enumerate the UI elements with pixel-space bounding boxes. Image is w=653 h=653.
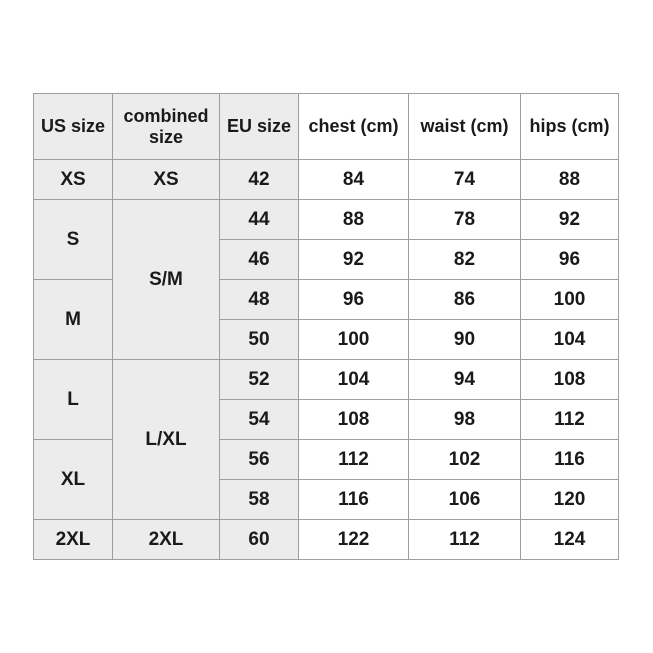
waist-cell: 112 bbox=[409, 520, 521, 560]
size-conversion-table bbox=[33, 93, 619, 560]
hips-cell: 92 bbox=[521, 200, 619, 240]
eu-size-cell: 48 bbox=[220, 280, 299, 320]
eu-size-cell: 56 bbox=[220, 440, 299, 480]
header-us-size: US size bbox=[34, 94, 113, 160]
us-size-cell: XL bbox=[34, 440, 113, 520]
combined-size-cell: S/M bbox=[113, 200, 220, 360]
hips-cell: 96 bbox=[521, 240, 619, 280]
chest-cell: 92 bbox=[299, 240, 409, 280]
chest-cell: 104 bbox=[299, 360, 409, 400]
chest-cell: 96 bbox=[299, 280, 409, 320]
table-row bbox=[34, 160, 619, 200]
header-waist: waist (cm) bbox=[409, 94, 521, 160]
eu-size-cell: 44 bbox=[220, 200, 299, 240]
header-chest: chest (cm) bbox=[299, 94, 409, 160]
us-size-cell: XS bbox=[34, 160, 113, 200]
combined-size-cell: 2XL bbox=[113, 520, 220, 560]
hips-cell: 116 bbox=[521, 440, 619, 480]
waist-cell: 94 bbox=[409, 360, 521, 400]
header-hips: hips (cm) bbox=[521, 94, 619, 160]
chest-cell: 108 bbox=[299, 400, 409, 440]
chest-cell: 122 bbox=[299, 520, 409, 560]
eu-size-cell: 46 bbox=[220, 240, 299, 280]
hips-cell: 108 bbox=[521, 360, 619, 400]
waist-cell: 106 bbox=[409, 480, 521, 520]
combined-size-cell: L/XL bbox=[113, 360, 220, 520]
eu-size-cell: 52 bbox=[220, 360, 299, 400]
eu-size-cell: 54 bbox=[220, 400, 299, 440]
table-row bbox=[34, 360, 619, 400]
waist-cell: 102 bbox=[409, 440, 521, 480]
us-size-cell: M bbox=[34, 280, 113, 360]
waist-cell: 78 bbox=[409, 200, 521, 240]
eu-size-cell: 60 bbox=[220, 520, 299, 560]
hips-cell: 124 bbox=[521, 520, 619, 560]
waist-cell: 82 bbox=[409, 240, 521, 280]
eu-size-cell: 50 bbox=[220, 320, 299, 360]
chest-cell: 88 bbox=[299, 200, 409, 240]
eu-size-cell: 58 bbox=[220, 480, 299, 520]
combined-size-cell: XS bbox=[113, 160, 220, 200]
hips-cell: 112 bbox=[521, 400, 619, 440]
hips-cell: 120 bbox=[521, 480, 619, 520]
waist-cell: 86 bbox=[409, 280, 521, 320]
waist-cell: 74 bbox=[409, 160, 521, 200]
us-size-cell: L bbox=[34, 360, 113, 440]
hips-cell: 88 bbox=[521, 160, 619, 200]
header-eu-size: EU size bbox=[220, 94, 299, 160]
chest-cell: 84 bbox=[299, 160, 409, 200]
waist-cell: 90 bbox=[409, 320, 521, 360]
chest-cell: 100 bbox=[299, 320, 409, 360]
header-combined-size: combined size bbox=[113, 94, 220, 160]
header-row bbox=[34, 94, 619, 160]
hips-cell: 104 bbox=[521, 320, 619, 360]
chest-cell: 112 bbox=[299, 440, 409, 480]
hips-cell: 100 bbox=[521, 280, 619, 320]
us-size-cell: 2XL bbox=[34, 520, 113, 560]
table-row bbox=[34, 520, 619, 560]
eu-size-cell: 42 bbox=[220, 160, 299, 200]
chest-cell: 116 bbox=[299, 480, 409, 520]
waist-cell: 98 bbox=[409, 400, 521, 440]
table-row bbox=[34, 200, 619, 240]
us-size-cell: S bbox=[34, 200, 113, 280]
